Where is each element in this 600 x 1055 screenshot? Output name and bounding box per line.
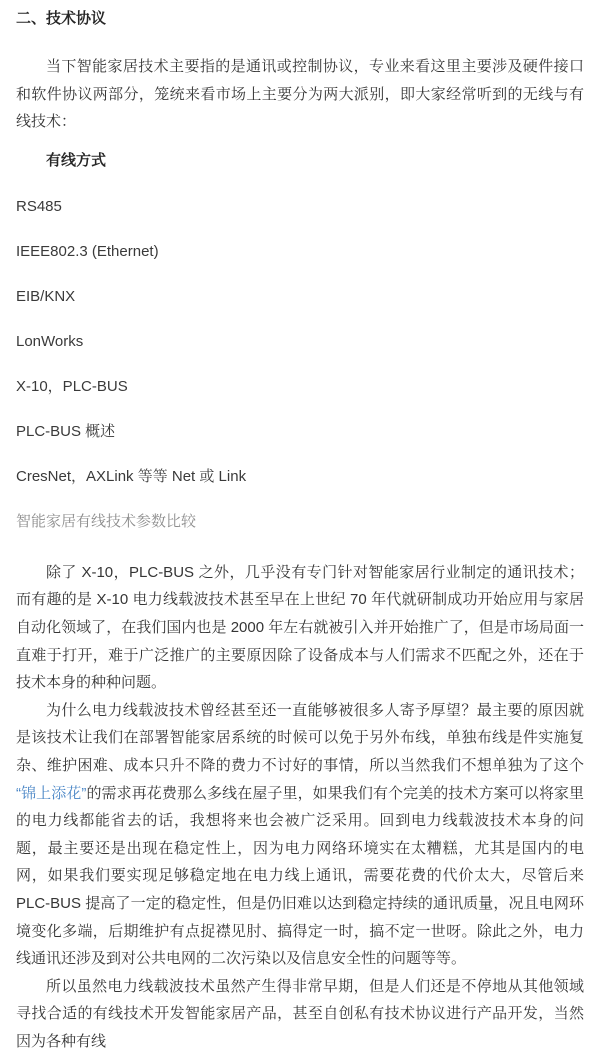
wired-subheading: 有线方式 <box>46 151 107 169</box>
paragraph-conclusion: 所以虽然电力线载波技术虽然产生得非常早期，但是人们还是不停地从其他领域寻找合适的有线技术开发智能家居产品，甚至自创私有技术协议进行产品开发，当然因为各种有线 <box>16 977 584 1050</box>
list-item-lonworks: LonWorks <box>16 332 84 350</box>
section-heading: 二、技术协议 <box>16 10 107 27</box>
list-item-rs485: RS485 <box>16 197 62 215</box>
paragraph-x10-history: 除了 X-10，PLC-BUS 之外，几乎没有专门针对智能家居行业制定的通讯技术；而有趣的是 X-10 电力线载波技术甚至早在上世纪 70 年代就研制成功开始应用与家居自动化领域了，在我们国内也是 2000 年左右就被引入并开始推广了，但是市场局面一直难于打开，难于广泛推广的主要原因除了设备成本与人们需求不匹配之外，还在于技术本身的种种问题。 <box>16 563 584 692</box>
paragraph-plc-analysis <box>16 697 584 973</box>
paragraph-plc-after-text: 的需求再花费那么多线在屋子里，如果我们有个完美的技术方案可以将家里的电力线都能省去的话，我想将来也会被广泛采用。回到电力线载波技术本身的问题，最主要还是出现在稳定性上，因为电力网络环境实在太糟糕，尤其是国内的电网，如果我们要实现足够稳定地在电力线上通讯，需要花费的代价太大，尽管后来 PLC-BUS 提高了一定的稳定性，但是仍旧难以达到稳定持续的通讯质量，况且电网环境变化多端，后期维护有点捉襟见肘、搞得定一时，搞不定一世呀。除此之外，电力线通讯还涉及到对公共电网的二次污染以及信息安全性的问题等等。 <box>16 784 584 968</box>
list-item-cresnet-axlink: CresNet，AXLink 等等 Net 或 Link <box>16 467 247 485</box>
paragraph-plc-before-text: 为什么电力线载波技术曾经甚至还一直能够被很多人寄予厚望？最主要的原因就是该技术让我们在部署智能家居系统的时候可以免于另外布线，单独布线是件实施复杂、维护困难、成本只升不降的费力不讨好的事情，所以当然我们不想单独为了这个 <box>16 701 584 774</box>
list-item-ieee8023: IEEE802.3 (Ethernet) <box>16 242 159 260</box>
list-item-wired-params-comparison: 智能家居有线技术参数比较 <box>16 512 197 530</box>
inline-link[interactable]: “锦上添花” <box>16 784 87 802</box>
list-item-eib-knx: EIB/KNX <box>16 287 76 305</box>
list-item-x10-plcbus: X-10，PLC-BUS <box>16 377 128 395</box>
list-item-plcbus-overview: PLC-BUS 概述 <box>16 422 116 440</box>
paragraph-intro: 当下智能家居技术主要指的是通讯或控制协议，专业来看这里主要涉及硬件接口和软件协议两部分，笼统来看市场上主要分为两大派别，即大家经常听到的无线与有线技术： <box>16 58 584 131</box>
